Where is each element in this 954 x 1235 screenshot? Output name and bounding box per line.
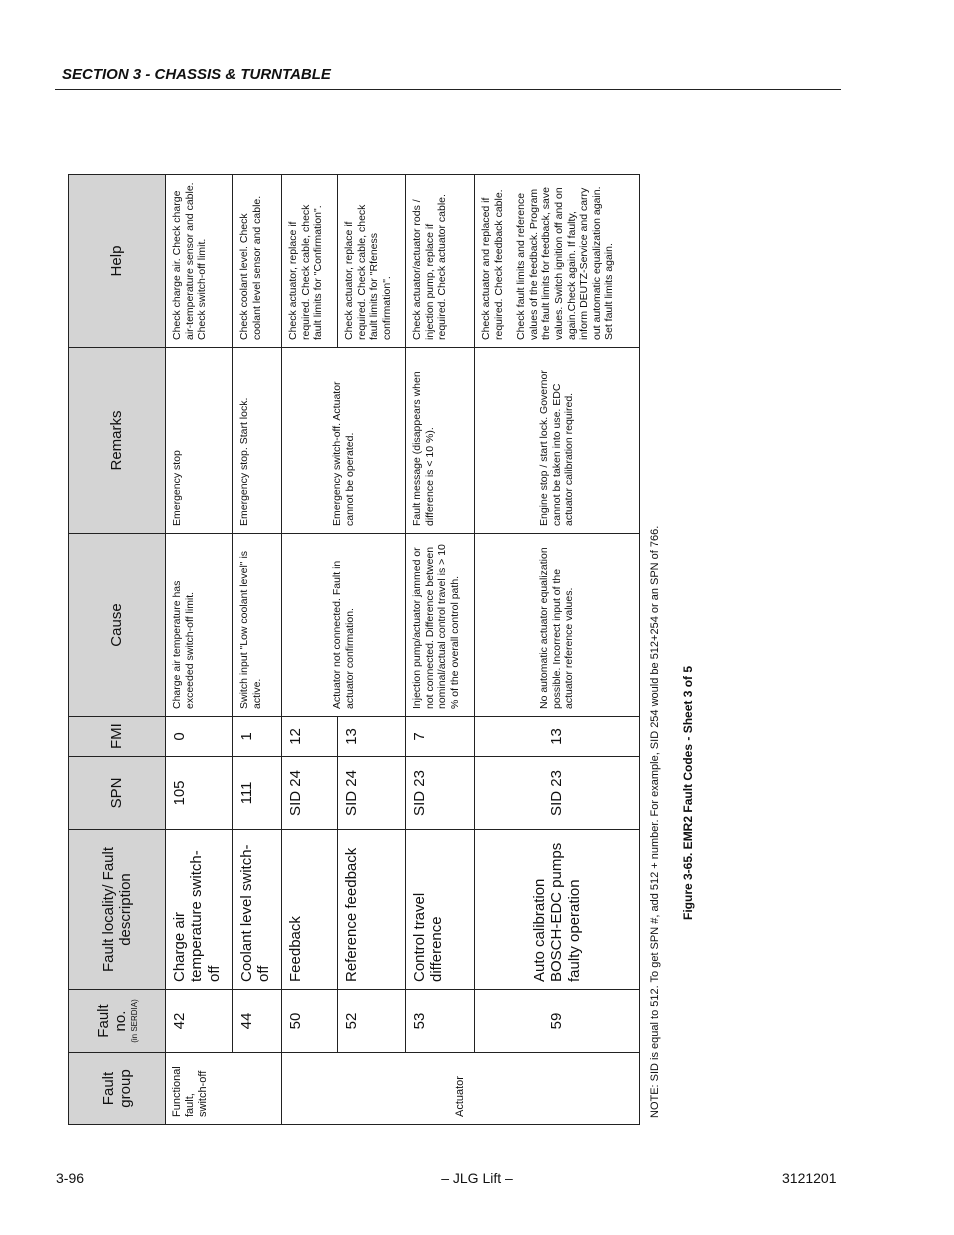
header-help: Help bbox=[69, 175, 166, 348]
help-cell: Check actuator, replace if required. Check cable, check fault limits for "Rfeness confirmation". bbox=[338, 175, 406, 348]
help-cell: Check actuator, replace if required. Check cable, check fault limits for "Confirmation". bbox=[282, 175, 338, 348]
header-divider bbox=[55, 89, 841, 90]
help-cell: Check actuator/actuator rods / injection pump, replace if required. Check actuator cable. bbox=[406, 175, 475, 348]
fault-code-table-wrapper bbox=[68, 175, 639, 1125]
sid-note: NOTE: SID is equal to 512. To get SPN #, add 512 + number. For example, SID 254 would be 512+254 or an SPN of 766. bbox=[649, 525, 661, 1118]
table-row bbox=[475, 175, 640, 1125]
header-fault-no-sub: (in SERDIA) bbox=[129, 999, 139, 1043]
cause-cell: Charge air temperature has exceeded switch-off limit. bbox=[166, 534, 233, 717]
cause-cell: Actuator not connected. Fault in actuator confirmation. bbox=[282, 534, 406, 717]
fault-no-cell: 50 bbox=[282, 990, 338, 1053]
table-header-row bbox=[69, 175, 166, 1125]
spn-cell: SID 24 bbox=[282, 757, 338, 830]
spn-cell: SID 24 bbox=[338, 757, 406, 830]
fault-description-cell: Reference feedback bbox=[338, 830, 406, 990]
fault-description-cell: Coolant level switch-off bbox=[233, 830, 282, 990]
header-fault-group: Fault group bbox=[69, 1053, 166, 1125]
table-row bbox=[233, 175, 282, 1125]
section-title: SECTION 3 - CHASSIS & TURNTABLE bbox=[62, 66, 331, 83]
cause-cell: Switch input "Low coolant level" is active. bbox=[233, 534, 282, 717]
footer-brand: – JLG Lift – bbox=[441, 1170, 513, 1186]
spn-cell: SID 23 bbox=[475, 757, 640, 830]
fmi-cell: 7 bbox=[406, 717, 475, 757]
header-fault-locality: Fault locality/ Fault description bbox=[69, 830, 166, 990]
fault-no-cell: 44 bbox=[233, 990, 282, 1053]
fault-group-cell: Actuator bbox=[282, 1053, 640, 1125]
spn-cell: 105 bbox=[166, 757, 233, 830]
help-cell bbox=[475, 175, 640, 348]
help-cell: Check charge air. Check charge air-temperature sensor and cable. Check switch-off limit. bbox=[166, 175, 233, 348]
remarks-cell: Emergency switch-off. Actuator cannot be operated. bbox=[282, 348, 406, 534]
header-spn: SPN bbox=[69, 757, 166, 830]
remarks-cell: Emergency stop. Start lock. bbox=[233, 348, 282, 534]
help-cell: Check coolant level. Check coolant level sensor and cable. bbox=[233, 175, 282, 348]
fault-description-cell: Feedback bbox=[282, 830, 338, 990]
table-row bbox=[406, 175, 475, 1125]
remarks-cell: Emergency stop bbox=[166, 348, 233, 534]
spn-cell: SID 23 bbox=[406, 757, 475, 830]
fmi-cell: 0 bbox=[166, 717, 233, 757]
header-fault-no bbox=[69, 990, 166, 1053]
fmi-cell: 1 bbox=[233, 717, 282, 757]
fault-description-cell: Auto calibration BOSCH-EDC pumps faulty operation bbox=[475, 830, 640, 990]
document-number: 3121201 bbox=[782, 1170, 837, 1186]
header-fault-no-label: Fault no. bbox=[95, 1004, 130, 1038]
header-remarks: Remarks bbox=[69, 348, 166, 534]
table-row bbox=[282, 175, 338, 1125]
fault-no-cell: 53 bbox=[406, 990, 475, 1053]
remarks-cell: Engine stop / start lock. Governor cannot be taken into use. EDC actuator calibration required. bbox=[475, 348, 640, 534]
fault-description-cell: Charge air temperature switch-off bbox=[166, 830, 233, 990]
fault-code-table bbox=[68, 174, 640, 1125]
help-text-a: Check actuator and replaced if required. Check feedback cable. bbox=[480, 189, 505, 340]
spn-cell: 111 bbox=[233, 757, 282, 830]
help-text-b: Check fault limits and reference values of the feedback. Program the fault limits for feedback, save values. Switch ignition off and on again.Check again. If faulty, inform DEUTZ-Service and carry out automatic equalization again. Set fault limits again. bbox=[515, 186, 616, 340]
figure-caption: Figure 3-65. EMR2 Fault Codes - Sheet 3 of 5 bbox=[681, 665, 695, 920]
remarks-cell: Fault message (disappears when difference is < 10 %). bbox=[406, 348, 475, 534]
fault-no-cell: 42 bbox=[166, 990, 233, 1053]
fault-no-cell: 59 bbox=[475, 990, 640, 1053]
cause-cell: No automatic actuator equalization possible. Incorrect input of the actuator reference values. bbox=[475, 534, 640, 717]
header-fmi: FMI bbox=[69, 717, 166, 757]
table-row bbox=[166, 175, 233, 1125]
header-cause: Cause bbox=[69, 534, 166, 717]
fmi-cell: 12 bbox=[282, 717, 338, 757]
fault-description-cell: Control travel difference bbox=[406, 830, 475, 990]
fmi-cell: 13 bbox=[338, 717, 406, 757]
page-number: 3-96 bbox=[56, 1170, 85, 1186]
fault-group-cell: Functional fault, switch-off bbox=[166, 1053, 282, 1125]
cause-cell: Injection pump/actuator jammed or not connected. Difference between nominal/actual control travel is > 10 % of the overall control path. bbox=[406, 534, 475, 717]
fault-no-cell: 52 bbox=[338, 990, 406, 1053]
fmi-cell: 13 bbox=[475, 717, 640, 757]
